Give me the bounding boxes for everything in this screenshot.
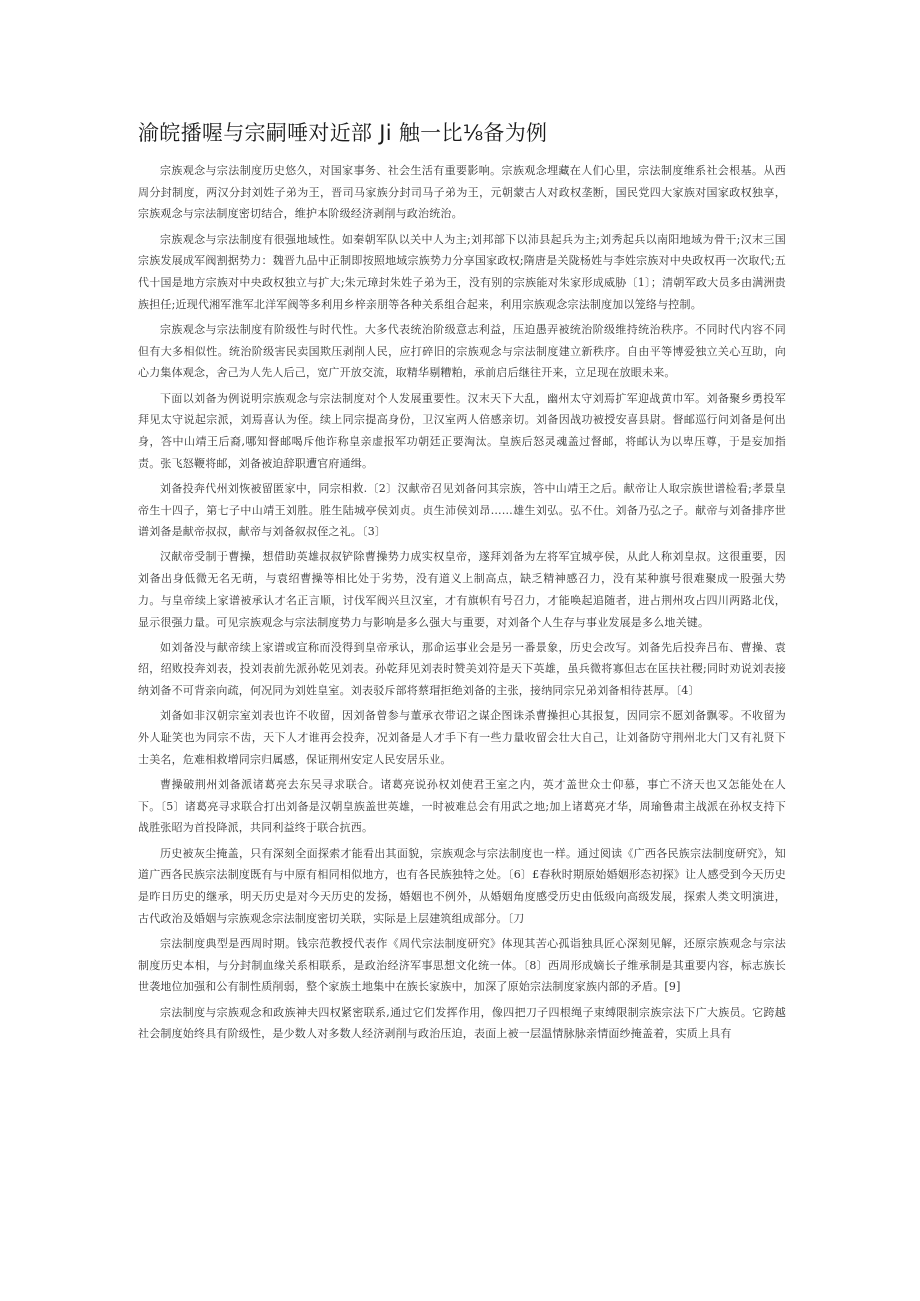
paragraph: 宗族观念与宗法制度有阶级性与时代性。大多代表统治阶级意志利益，压迫愚弄被统治阶级维持统治秩序。不同时代内容不同但有大多相似性。统治阶级害民卖国欺压剥削人民，应打碎旧的宗族观念与宗法制度建立新秩序。自由平等博爱独立关心互助，向心力集体观念，舍己为人先人后己，宽广开放交流，取精华剔糟粕，承前启后继往开来，立足现在放眼未来。: [138, 322, 786, 380]
paragraph: 宗法制度与宗族观念和政族神夫四权紧密联系,通过它们发挥作用，像四把刀子四根绳子束缚限制宗族宗法下广大族员。它跨越社会制度始终具有阶级性，是少数人对多数人经济剥削与政治压迫，表面上被一层温情脉脉亲情面纱掩盖着，实质上具有: [138, 1005, 786, 1041]
paragraph: 刘备如非汉朝宗室刘表也许不收留，因刘备曾参与董承衣带诏之谋企图诛杀曹操担心其报复，因同宗不愿刘备飘零。不收留为外人耻笑也为同宗不齿，天下人才谁再会投奔，况刘备是人才手下有一些力量收留会壮大自己，让刘备防守荆州北大门又有礼贤下士美名，危难相救增同宗归属感，保证荆州安定人民安居乐业。: [138, 709, 786, 766]
paragraph: 历史被灰尘掩盖，只有深刻全面探索才能看出其面貌，宗族观念与宗法制度也一样。通过阅读《广西各民族宗法制度研究》，知道广西各民族宗法制度既有与中原有相同相似地方，也有各民族独特之处。〔6〕£春秋时期原始婚姻形态初探》让人感受到今天历史是昨日历史的继承，明天历史是对今天历史的发扬，婚姻也不例外，从婚姻角度感受历史由低级向高级发展，探索人类文明演进，古代政治及婚姻与宗族观念宗法制度密切关联，实际是上层建筑组成部分。〔刀: [138, 846, 786, 925]
paragraph: 宗法制度典型是西周时期。钱宗范教授代表作《周代宗法制度研究》体现其苦心孤诣独具匠心深刻见解，还原宗族观念与宗法制度历史本相，与分封制血缘关系相联系，是政治经济军事思想文化统一体。〔8〕西周形成嫡长子维承制是其重要内容，标志族长世袭地位加强和公有制性质削弱，整个家族土地集中在族长家族中，加深了原始宗法制度家族内部的矛盾。[9]: [138, 936, 786, 994]
paragraph: 刘备投奔代州刘恢被留匿家中，同宗相救.〔2〕汉献帝召见刘备问其宗族，答中山靖王之后。献帝让人取宗族世谱检看;孝景皇帝生十四子，第七子中山靖王刘胜。胜生陆城亭侯刘贞。贞生沛侯刘昂……雄生刘弘。弘不仕。刘备乃弘之子。献帝与刘备排序世谱刘备是献帝叔叔，献帝与刘备叙叔侄之礼。〔3〕: [138, 481, 786, 539]
paragraph: 汉献帝受制于曹操，想借助英雄叔叔铲除曹操势力成实权皇帝，遂拜刘备为左将军宜城亭侯，从此人称刘皇叔。这很重要，因刘备出身低微无名无萌，与袁绍曹操等相比处于劣势，没有道义上制高点，缺乏精神感召力，没有某种旗号很难聚成一股强大势力。与皇帝续上家谱被承认才名正言顺，讨伐军阀兴旦汉室，才有旗帜有号召力，才能唤起追随者，进占荆州攻占四川两路北伐，显示很强力量。可见宗族观念与宗法制度势力与影响是多么强大与重要，对刘备个人生存与事业发展是多么地关键。: [138, 550, 786, 629]
paragraph: 曹操破荆州刘备派诸葛亮去东吴寻求联合。诸葛亮说孙权刘使君王室之内，英才盖世众士仰慕，事亡不济天也又怎能处在人下。〔5〕诸葛亮寻求联合打出刘备是汉朝皇族盖世英雄，一时被难总会有用武之地;加上诸葛亮才华，周瑜鲁肃主战派在孙权支持下战胜张昭为首投降派，共同利益终于联合抗西。: [138, 777, 786, 835]
paragraph: 下面以刘备为例说明宗族观念与宗法制度对个人发展重要性。汉末天下大乱，幽州太守刘焉扩军迎战黄巾军。刘备聚乡勇投军拜见太守说起宗派，刘焉喜认为侄。续上同宗提高身份，卫汉室两人倍感亲切。刘备因战功被授安喜县尉。督邮巡行问刘备是何出身，答中山靖王后裔,哪知督邮喝斥他诈称皇亲虚报军功朝廷正要淘汰。皇族后怒灵魂盖过督邮，将邮认为以卑压尊，于是妄加指责。张飞怒鞭将邮，刘备被迫辞职遭官府通缉。: [138, 391, 786, 470]
document-title: 渝皖播喔与宗嗣唾对近部 Ji 触一比⅛备为例: [138, 121, 548, 145]
document-body: [138, 118, 786, 1048]
paragraph: 如刘备没与献帝续上家谱或宣称而没得到皇帝承认，那命运事业会是另一番景象，历史会改写。刘备先后投奔吕布、曹操、袁绍，绍败投奔刘表，投刘表前先派孙乾见刘表。孙乾拜见刘表时赞美刘符是天下英雄，虽兵微将寡但志在匡扶社稷;同时劝说刘表接纳刘备不可背亲向疏，何况同为刘姓皇室。刘表驳斥部将蔡瑁拒绝刘备的主张，接纳同宗兄弟刘备相待甚厚。〔4〕: [138, 640, 786, 698]
paragraph: 宗族观念与宗法制度有很强地域性。如秦朝军队以关中人为主;刘邦部下以沛县起兵为主;刘秀起兵以南阳地域为骨干;汉末三国宗族发展成军阀割据势力：魏晋九品中正制即按照地域宗族势力分享国家政权;隋唐是关陇杨姓与李姓宗族对中央政权再一次取代;五代十国是地方宗族对中央政权独立与扩大;朱元璋封朱姓子弟为王，没有别的宗族能对朱家形成威胁〔1〕；清朝军政大员多由满洲贵族担任;近现代湘军淮军北洋军阀等多利用乡梓亲朋等各种关系组合起来，利用宗族观念宗法制度加以笼络与控制。: [138, 232, 786, 311]
paragraph: 宗族观念与宗法制度历史悠久，对国家事务、社会生活有重要影响。宗族观念埋藏在人们心里，宗法制度维系社会根基。从西周分封制度，两汉分封刘姓子弟为王，晋司马家族分封司马子弟为王，元朝蒙古人对政权垄断，国民党四大家族对国家政权独享，宗族观念与宗法制度密切结合，维护本阶级经济剥削与政治统治。: [138, 164, 786, 221]
